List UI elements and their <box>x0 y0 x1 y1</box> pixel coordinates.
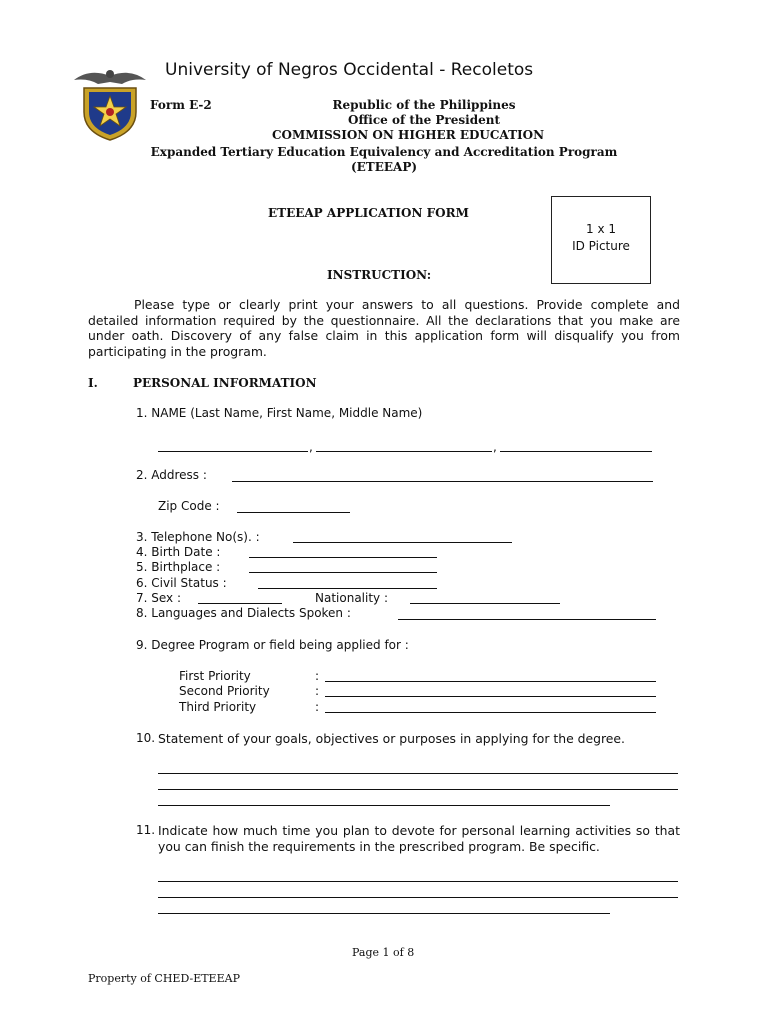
telephone-label: 3. Telephone No(s). : <box>136 530 260 544</box>
question-10-number: 10. <box>136 731 156 745</box>
priority-colon: : <box>315 700 320 714</box>
nationality-label: Nationality : <box>315 591 389 605</box>
instruction-paragraph <box>88 297 680 359</box>
id-picture-size: 1 x 1 <box>586 222 616 236</box>
birth-date-field[interactable] <box>249 557 437 558</box>
acronym-line: (ETEEAP) <box>350 160 418 174</box>
name-label: 1. NAME (Last Name, First Name, Middle Name) <box>136 406 423 420</box>
question-10-text: Statement of your goals, objectives or purposes in applying for the degree. <box>158 731 625 746</box>
university-name: University of Negros Occidental - Recoletos <box>165 60 534 80</box>
sex-label: 7. Sex : <box>136 591 182 605</box>
telephone-field[interactable] <box>293 542 512 543</box>
last-name-field[interactable] <box>158 451 308 452</box>
nationality-field[interactable] <box>410 603 560 604</box>
section-number: I. <box>88 376 98 390</box>
id-picture-box <box>551 196 651 284</box>
languages-label: 8. Languages and Dialects Spoken : <box>136 606 351 620</box>
office-line: Office of the President <box>348 113 500 127</box>
question-11-answer-line[interactable] <box>158 913 610 914</box>
birth-date-label: 4. Birth Date : <box>136 545 221 559</box>
first-name-field[interactable] <box>316 451 492 452</box>
property-note: Property of CHED-ETEEAP <box>88 972 240 985</box>
form-title: ETEEAP APPLICATION FORM <box>268 206 469 220</box>
second-priority-label: Second Priority <box>179 684 270 698</box>
question-11-number: 11. <box>136 823 156 837</box>
address-field[interactable] <box>232 481 653 482</box>
page-number: Page 1 of 8 <box>352 946 415 959</box>
question-10-answer-line[interactable] <box>158 789 678 790</box>
priority-colon: : <box>315 669 320 683</box>
section-title: PERSONAL INFORMATION <box>133 376 317 390</box>
third-priority-field[interactable] <box>325 712 656 713</box>
form-code: Form E-2 <box>150 98 212 112</box>
program-line: Expanded Tertiary Education Equivalency and Accreditation Program <box>150 145 618 159</box>
question-11-text: Indicate how much time you plan to devote for personal learning activities so that you can finish the requirements in the prescribed program. Be specific. <box>158 823 680 854</box>
third-priority-label: Third Priority <box>179 700 257 714</box>
first-priority-label: First Priority <box>179 669 251 683</box>
middle-name-field[interactable] <box>500 451 652 452</box>
id-picture-label: ID Picture <box>572 239 630 253</box>
sex-field[interactable] <box>198 603 282 604</box>
degree-program-label: 9. Degree Program or field being applied for : <box>136 638 409 652</box>
republic-line: Republic of the Philippines <box>332 98 516 112</box>
question-10-answer-line[interactable] <box>158 805 610 806</box>
question-10-answer-line[interactable] <box>158 773 678 774</box>
instruction-text: Please type or clearly print your answers to all questions. Provide complete and detailed information required by the questionnaire. All the declarations that you make are under oath. Discovery of any false claim in this application form will disqualify you from participating in the program. <box>88 297 680 359</box>
birthplace-label: 5. Birthplace : <box>136 560 221 574</box>
name-comma: , <box>493 440 497 454</box>
birthplace-field[interactable] <box>249 572 437 573</box>
languages-field[interactable] <box>398 619 656 620</box>
priority-colon: : <box>315 684 320 698</box>
instruction-heading: INSTRUCTION: <box>327 268 432 282</box>
question-11-answer-line[interactable] <box>158 897 678 898</box>
civil-status-field[interactable] <box>258 588 437 589</box>
civil-status-label: 6. Civil Status : <box>136 576 227 590</box>
zip-code-label: Zip Code : <box>158 499 220 513</box>
zip-code-field[interactable] <box>237 512 350 513</box>
question-11-answer-line[interactable] <box>158 881 678 882</box>
commission-line: COMMISSION ON HIGHER EDUCATION <box>271 128 545 142</box>
name-comma: , <box>309 440 313 454</box>
second-priority-field[interactable] <box>325 696 656 697</box>
address-label: 2. Address : <box>136 468 207 482</box>
first-priority-field[interactable] <box>325 681 656 682</box>
